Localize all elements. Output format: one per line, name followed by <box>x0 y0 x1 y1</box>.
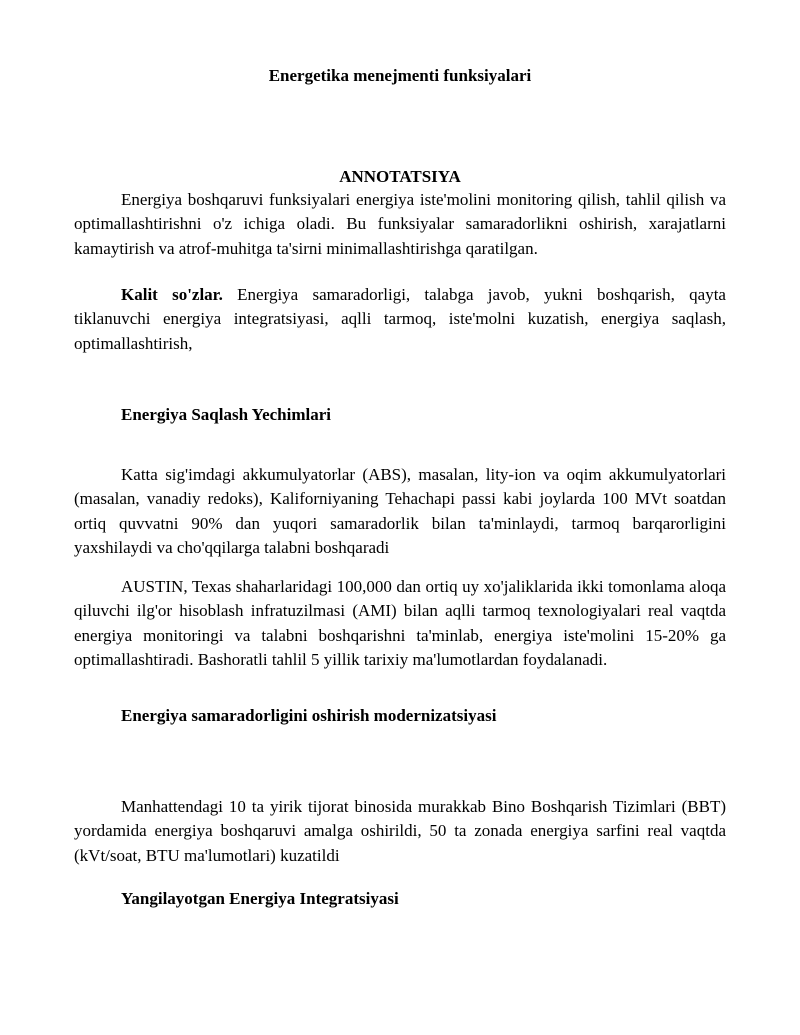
section-heading-renewable: Yangilayotgan Energiya Integratsiyasi <box>121 889 399 908</box>
keywords-text: Energiya samaradorligi, talabga javob, yukni boshqarish, qayta tiklanuvchi energiya integratsiyasi, aqlli tarmoq, iste'molni kuzatish, energiya saqlash, optimallashtirish, <box>74 285 726 353</box>
storage-paragraph-2: AUSTIN, Texas shaharlaridagi 100,000 dan ortiq uy xo'jaliklarida ikki tomonlama aloqa qiluvchi ilg'or hisoblash infratuzilmasi (AMI) bilan aqlli tarmoq texnologiyalari real vaqtda energiya monitoringi va talabni boshqarishni ta'minlab, energiya iste'molini 15-20% ga optimallashtiradi. Bashoratli tahlil 5 yillik tarixiy ma'lumotlardan foydalanadi. <box>74 577 726 669</box>
section-heading-efficiency: Energiya samaradorligini oshirish modernizatsiyasi <box>121 706 497 725</box>
keywords-paragraph <box>74 283 726 356</box>
document-title: Energetika menejmenti funksiyalari <box>268 66 532 85</box>
annotation-paragraph: Energiya boshqaruvi funksiyalari energiya iste'molini monitoring qilish, tahlil qilish va optimallashtirishni o'z ichiga oladi. Bu funksiyalar samaradorlikni oshirish, xarajatlarni kamaytirish va atrof-muhitga ta'sirni minimallashtirishga qaratilgan. <box>74 190 726 258</box>
annotation-heading: ANNOTATSIYA <box>339 167 461 186</box>
keywords-label: Kalit so'zlar. <box>121 285 223 304</box>
storage-paragraph-1: Katta sig'imdagi akkumulyatorlar (ABS), masalan, lity-ion va oqim akkumulyatorlari (masalan, vanadiy redoks), Kaliforniyaning Tehachapi passi kabi joylarda 100 MVt soatdan ortiq quvvatni 90% dan yuqori samaradorlik bilan ta'minlaydi, tarmoq barqarorligini yaxshilaydi va cho'qqilarga talabni boshqaradi <box>74 465 726 557</box>
section-heading-storage: Energiya Saqlash Yechimlari <box>121 405 331 424</box>
efficiency-paragraph-1: Manhattendagi 10 ta yirik tijorat binosida murakkab Bino Boshqarish Tizimlari (BBT) yordamida energiya boshqaruvi amalga oshirildi, 50 ta zonada energiya sarfini real vaqtda (kVt/soat, BTU ma'lumotlari) kuzatildi <box>74 797 726 865</box>
